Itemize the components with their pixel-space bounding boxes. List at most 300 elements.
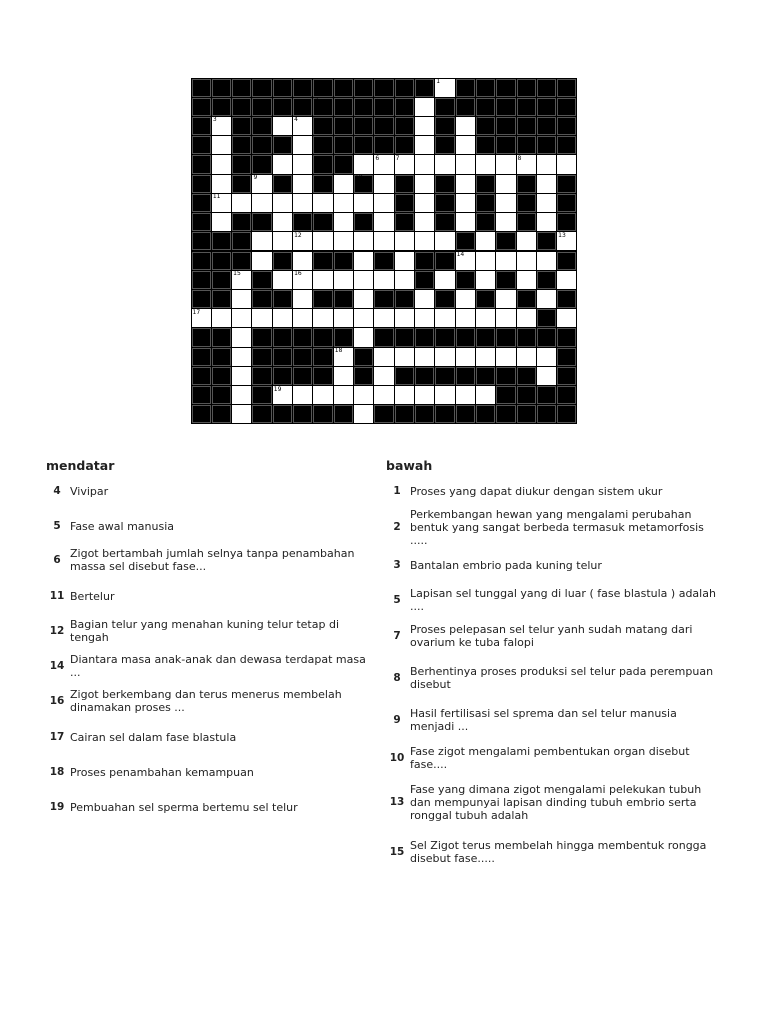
grid-block xyxy=(435,367,454,385)
grid-block xyxy=(517,79,536,97)
grid-block xyxy=(537,328,556,346)
clue-number: 18 xyxy=(49,765,65,778)
grid-clue-number: 10 xyxy=(355,174,363,182)
grid-block xyxy=(192,194,211,212)
grid-block xyxy=(517,367,536,385)
grid-cell[interactable] xyxy=(496,155,515,173)
grid-cell[interactable] xyxy=(415,98,434,116)
grid-block xyxy=(496,328,515,346)
clue-text: Bertelur xyxy=(70,589,115,603)
grid-cell[interactable] xyxy=(496,252,515,270)
grid-block xyxy=(557,175,576,193)
grid-cell[interactable] xyxy=(232,386,251,404)
grid-cell[interactable] xyxy=(537,367,556,385)
grid-block xyxy=(354,213,373,231)
grid-cell[interactable] xyxy=(395,386,414,404)
grid-cell[interactable] xyxy=(313,309,332,327)
grid-block xyxy=(192,79,211,97)
grid-block xyxy=(252,117,271,135)
grid-cell[interactable] xyxy=(232,367,251,385)
grid-cell[interactable] xyxy=(435,309,454,327)
grid-cell[interactable] xyxy=(273,155,292,173)
grid-block xyxy=(415,79,434,97)
grid-block xyxy=(557,348,576,366)
grid-block xyxy=(334,79,353,97)
grid-cell[interactable] xyxy=(557,271,576,289)
grid-block xyxy=(334,136,353,154)
grid-block xyxy=(557,290,576,308)
grid-clue-number: 18 xyxy=(334,347,343,355)
grid-block xyxy=(537,405,556,423)
grid-block xyxy=(557,136,576,154)
grid-cell[interactable] xyxy=(354,290,373,308)
grid-cell[interactable] xyxy=(374,348,393,366)
grid-cell[interactable] xyxy=(435,348,454,366)
grid-cell[interactable] xyxy=(374,309,393,327)
grid-block xyxy=(435,117,454,135)
clue-down-8 xyxy=(384,663,724,693)
grid-block xyxy=(313,348,332,366)
grid-block xyxy=(456,79,475,97)
grid-block xyxy=(273,252,292,270)
grid-cell[interactable] xyxy=(415,309,434,327)
grid-cell[interactable] xyxy=(517,309,536,327)
grid-cell[interactable] xyxy=(374,386,393,404)
mendatar-clue-list xyxy=(44,480,374,818)
grid-block xyxy=(395,98,414,116)
grid-block xyxy=(212,271,231,289)
clue-text: Zigot bertambah jumlah selnya tanpa penambahan massa sel disebut fase... xyxy=(70,547,355,573)
grid-block xyxy=(517,290,536,308)
clue-text: Hasil fertilisasi sel sprema dan sel telur manusia menjadi ... xyxy=(410,707,677,733)
grid-block xyxy=(252,79,271,97)
grid-block xyxy=(212,328,231,346)
grid-block xyxy=(252,386,271,404)
grid-block xyxy=(232,79,251,97)
grid-cell[interactable] xyxy=(212,175,231,193)
grid-block xyxy=(313,405,332,423)
grid-block xyxy=(252,155,271,173)
grid-block xyxy=(517,136,536,154)
grid-block xyxy=(273,405,292,423)
grid-block xyxy=(354,117,373,135)
clue-across-4 xyxy=(44,480,374,502)
grid-block xyxy=(252,290,271,308)
grid-block xyxy=(212,367,231,385)
grid-cell[interactable] xyxy=(212,136,231,154)
grid-cell[interactable] xyxy=(293,252,312,270)
grid-cell[interactable] xyxy=(517,271,536,289)
grid-cell[interactable] xyxy=(456,309,475,327)
grid-cell[interactable] xyxy=(476,309,495,327)
grid-cell[interactable] xyxy=(334,213,353,231)
grid-cell[interactable] xyxy=(537,290,556,308)
grid-cell[interactable] xyxy=(456,348,475,366)
grid-cell[interactable] xyxy=(354,405,373,423)
clue-number: 14 xyxy=(49,659,65,672)
grid-cell[interactable] xyxy=(557,309,576,327)
clue-down-5 xyxy=(384,589,724,611)
grid-cell[interactable] xyxy=(293,155,312,173)
grid-block xyxy=(273,98,292,116)
grid-cell[interactable] xyxy=(232,194,251,212)
grid-clue-number: 4 xyxy=(294,116,298,124)
grid-block xyxy=(252,405,271,423)
grid-cell[interactable] xyxy=(374,175,393,193)
grid-clue-number: 1 xyxy=(436,78,441,85)
grid-cell[interactable] xyxy=(273,232,292,250)
clue-across-11 xyxy=(44,585,374,607)
grid-block xyxy=(537,136,556,154)
grid-block xyxy=(313,136,332,154)
grid-cell[interactable] xyxy=(212,309,231,327)
clue-across-12 xyxy=(44,620,374,642)
grid-cell[interactable] xyxy=(313,271,332,289)
clue-down-15 xyxy=(384,837,724,867)
grid-block xyxy=(192,213,211,231)
grid-block xyxy=(252,271,271,289)
grid-cell[interactable] xyxy=(415,386,434,404)
grid-block xyxy=(232,213,251,231)
grid-cell[interactable] xyxy=(232,309,251,327)
grid-cell[interactable] xyxy=(415,136,434,154)
grid-clue-number: 16 xyxy=(294,270,302,278)
grid-cell[interactable] xyxy=(456,117,475,135)
grid-block xyxy=(557,213,576,231)
mendatar-heading: mendatar xyxy=(46,458,115,473)
grid-cell[interactable] xyxy=(293,194,312,212)
grid-cell[interactable] xyxy=(232,328,251,346)
grid-block xyxy=(557,252,576,270)
grid-clue-number: 3 xyxy=(212,116,217,124)
grid-cell[interactable] xyxy=(476,232,495,250)
grid-cell[interactable] xyxy=(252,309,271,327)
grid-cell[interactable] xyxy=(354,252,373,270)
grid-block xyxy=(192,232,211,250)
grid-block xyxy=(192,155,211,173)
grid-cell[interactable] xyxy=(395,309,414,327)
grid-cell[interactable] xyxy=(273,213,292,231)
grid-cell[interactable] xyxy=(496,309,515,327)
grid-cell[interactable] xyxy=(334,175,353,193)
grid-cell[interactable] xyxy=(232,405,251,423)
grid-cell[interactable] xyxy=(273,194,292,212)
grid-block xyxy=(252,98,271,116)
clue-text: Vivipar xyxy=(70,484,109,498)
grid-cell[interactable] xyxy=(334,309,353,327)
grid-block xyxy=(496,367,515,385)
grid-cell[interactable] xyxy=(354,328,373,346)
clue-text: Fase zigot mengalami pembentukan organ disebut fase.... xyxy=(410,745,690,771)
clue-number: 7 xyxy=(393,629,401,642)
grid-block xyxy=(212,232,231,250)
grid-block xyxy=(476,136,495,154)
grid-cell[interactable] xyxy=(273,309,292,327)
grid-block xyxy=(374,136,393,154)
grid-cell[interactable] xyxy=(313,386,332,404)
grid-cell[interactable] xyxy=(395,232,414,250)
grid-block xyxy=(496,386,515,404)
grid-cell[interactable] xyxy=(537,155,556,173)
grid-cell[interactable] xyxy=(252,252,271,270)
grid-cell[interactable] xyxy=(476,386,495,404)
grid-block xyxy=(273,79,292,97)
clue-down-10 xyxy=(384,747,724,769)
grid-block xyxy=(557,328,576,346)
grid-block xyxy=(476,79,495,97)
grid-block xyxy=(557,194,576,212)
grid-cell[interactable] xyxy=(476,155,495,173)
grid-cell[interactable] xyxy=(334,194,353,212)
grid-block xyxy=(415,405,434,423)
grid-cell[interactable] xyxy=(252,194,271,212)
clue-across-18 xyxy=(44,761,374,783)
clue-number: 1 xyxy=(393,484,401,497)
grid-block xyxy=(435,98,454,116)
clue-text: Berhentinya proses produksi sel telur pada perempuan disebut xyxy=(410,665,714,691)
grid-block xyxy=(293,79,312,97)
grid-cell[interactable] xyxy=(537,213,556,231)
grid-cell[interactable] xyxy=(395,252,414,270)
grid-cell[interactable] xyxy=(395,348,414,366)
clue-across-5 xyxy=(44,515,374,537)
grid-block xyxy=(517,328,536,346)
grid-cell[interactable] xyxy=(212,155,231,173)
grid-block xyxy=(395,213,414,231)
grid-block xyxy=(557,98,576,116)
clue-text: Sel Zigot terus membelah hingga membentuk rongga disebut fase..... xyxy=(410,839,707,865)
grid-block xyxy=(293,348,312,366)
grid-cell[interactable] xyxy=(334,386,353,404)
grid-cell[interactable] xyxy=(273,271,292,289)
grid-cell[interactable] xyxy=(496,194,515,212)
grid-block xyxy=(374,405,393,423)
grid-cell[interactable] xyxy=(537,252,556,270)
grid-block xyxy=(476,367,495,385)
grid-cell[interactable] xyxy=(395,271,414,289)
grid-block xyxy=(517,405,536,423)
grid-block xyxy=(395,117,414,135)
clue-number: 3 xyxy=(393,558,401,571)
grid-cell[interactable] xyxy=(415,194,434,212)
grid-cell[interactable] xyxy=(415,175,434,193)
grid-block xyxy=(354,367,373,385)
grid-block xyxy=(435,194,454,212)
grid-cell[interactable] xyxy=(374,194,393,212)
clue-text: Perkembangan hewan yang mengalami perubahan bentuk yang sangat berbeda termasuk metamorfosis ..... xyxy=(410,507,704,547)
grid-block xyxy=(456,271,475,289)
grid-cell[interactable] xyxy=(435,232,454,250)
grid-cell[interactable] xyxy=(354,232,373,250)
clue-across-6 xyxy=(44,545,374,575)
grid-cell[interactable] xyxy=(293,175,312,193)
grid-block xyxy=(517,175,536,193)
grid-block xyxy=(232,98,251,116)
grid-clue-number: 5 xyxy=(476,116,481,124)
grid-block xyxy=(456,232,475,250)
grid-block xyxy=(354,136,373,154)
clue-down-3 xyxy=(384,554,724,576)
grid-block xyxy=(537,309,556,327)
grid-block xyxy=(456,328,475,346)
clue-text: Pembuahan sel sperma bertemu sel telur xyxy=(70,800,298,814)
grid-cell[interactable] xyxy=(374,271,393,289)
grid-cell[interactable] xyxy=(293,386,312,404)
grid-block xyxy=(212,98,231,116)
grid-cell[interactable] xyxy=(517,232,536,250)
grid-clue-number: 19 xyxy=(273,385,282,393)
grid-block xyxy=(557,386,576,404)
bawah-column xyxy=(384,458,724,867)
clue-number: 16 xyxy=(49,694,65,707)
grid-cell[interactable] xyxy=(374,232,393,250)
grid-cell[interactable] xyxy=(476,252,495,270)
grid-cell[interactable] xyxy=(313,232,332,250)
clue-down-13 xyxy=(384,781,724,823)
grid-cell[interactable] xyxy=(435,386,454,404)
clue-text: Bagian telur yang menahan kuning telur tetap di tengah xyxy=(70,618,340,644)
grid-cell[interactable] xyxy=(415,348,434,366)
grid-block xyxy=(456,98,475,116)
grid-cell[interactable] xyxy=(456,155,475,173)
grid-clue-number: 7 xyxy=(395,154,400,162)
grid-cell[interactable] xyxy=(476,271,495,289)
grid-block xyxy=(192,271,211,289)
grid-block xyxy=(395,328,414,346)
clue-number: 19 xyxy=(49,800,65,813)
grid-block xyxy=(395,175,414,193)
grid-block xyxy=(334,405,353,423)
grid-cell[interactable] xyxy=(456,386,475,404)
grid-cell[interactable] xyxy=(293,136,312,154)
clue-number: 13 xyxy=(389,795,405,808)
grid-block xyxy=(537,98,556,116)
grid-block xyxy=(212,405,231,423)
grid-block xyxy=(212,79,231,97)
grid-cell[interactable] xyxy=(456,290,475,308)
grid-block xyxy=(476,328,495,346)
grid-cell[interactable] xyxy=(334,271,353,289)
grid-block xyxy=(415,252,434,270)
grid-cell[interactable] xyxy=(252,232,271,250)
grid-block xyxy=(192,117,211,135)
grid-block xyxy=(435,290,454,308)
grid-cell[interactable] xyxy=(496,348,515,366)
grid-cell[interactable] xyxy=(293,309,312,327)
grid-cell[interactable] xyxy=(456,136,475,154)
clue-text: Proses penambahan kemampuan xyxy=(70,765,254,779)
grid-block xyxy=(334,155,353,173)
grid-clue-number: 2 xyxy=(314,97,319,105)
grid-cell[interactable] xyxy=(232,290,251,308)
grid-block xyxy=(496,136,515,154)
clue-number: 5 xyxy=(393,593,401,606)
grid-block xyxy=(435,252,454,270)
grid-block xyxy=(517,98,536,116)
grid-cell[interactable] xyxy=(435,155,454,173)
grid-block xyxy=(496,232,515,250)
grid-cell[interactable] xyxy=(374,213,393,231)
grid-block xyxy=(273,136,292,154)
grid-cell[interactable] xyxy=(517,252,536,270)
clue-number: 9 xyxy=(393,713,401,726)
grid-cell[interactable] xyxy=(354,309,373,327)
grid-cell[interactable] xyxy=(334,367,353,385)
grid-cell[interactable] xyxy=(415,213,434,231)
grid-block xyxy=(374,117,393,135)
grid-block xyxy=(273,328,292,346)
clue-down-2 xyxy=(384,507,724,547)
bawah-clue-list xyxy=(384,480,724,867)
grid-cell[interactable] xyxy=(334,232,353,250)
grid-cell[interactable] xyxy=(212,213,231,231)
grid-block xyxy=(192,386,211,404)
grid-cell[interactable] xyxy=(354,194,373,212)
grid-block xyxy=(334,98,353,116)
grid-cell[interactable] xyxy=(496,175,515,193)
grid-cell[interactable] xyxy=(374,367,393,385)
grid-block xyxy=(476,213,495,231)
grid-cell[interactable] xyxy=(537,175,556,193)
grid-block xyxy=(415,328,434,346)
grid-cell[interactable] xyxy=(415,290,434,308)
grid-cell[interactable] xyxy=(557,155,576,173)
grid-cell[interactable] xyxy=(476,348,495,366)
grid-cell[interactable] xyxy=(415,117,434,135)
grid-block xyxy=(496,79,515,97)
grid-cell[interactable] xyxy=(456,194,475,212)
grid-cell[interactable] xyxy=(313,194,332,212)
grid-block xyxy=(273,348,292,366)
grid-block xyxy=(537,79,556,97)
grid-clue-number: 15 xyxy=(233,270,241,278)
grid-cell[interactable] xyxy=(354,271,373,289)
grid-block xyxy=(374,290,393,308)
grid-cell[interactable] xyxy=(415,155,434,173)
grid-block xyxy=(293,98,312,116)
grid-block xyxy=(395,79,414,97)
clue-text: Zigot berkembang dan terus menerus membelah dinamakan proses ... xyxy=(70,688,342,714)
grid-cell[interactable] xyxy=(354,386,373,404)
grid-cell[interactable] xyxy=(537,194,556,212)
grid-block xyxy=(476,290,495,308)
grid-cell[interactable] xyxy=(517,348,536,366)
grid-cell[interactable] xyxy=(456,175,475,193)
grid-cell[interactable] xyxy=(496,213,515,231)
grid-block xyxy=(273,290,292,308)
grid-block xyxy=(334,252,353,270)
grid-cell[interactable] xyxy=(415,232,434,250)
grid-cell[interactable] xyxy=(435,271,454,289)
grid-clue-number: 14 xyxy=(456,251,465,258)
grid-cell[interactable] xyxy=(537,348,556,366)
grid-block xyxy=(557,405,576,423)
grid-block xyxy=(212,290,231,308)
grid-cell[interactable] xyxy=(293,290,312,308)
grid-cell[interactable] xyxy=(456,213,475,231)
grid-block xyxy=(496,271,515,289)
grid-cell[interactable] xyxy=(496,290,515,308)
grid-clue-number: 13 xyxy=(558,231,566,239)
grid-block xyxy=(435,136,454,154)
grid-cell[interactable] xyxy=(273,117,292,135)
grid-cell[interactable] xyxy=(354,155,373,173)
mendatar-column xyxy=(44,458,374,818)
grid-cell[interactable] xyxy=(232,348,251,366)
grid-block xyxy=(313,213,332,231)
grid-block xyxy=(334,117,353,135)
grid-block xyxy=(476,175,495,193)
